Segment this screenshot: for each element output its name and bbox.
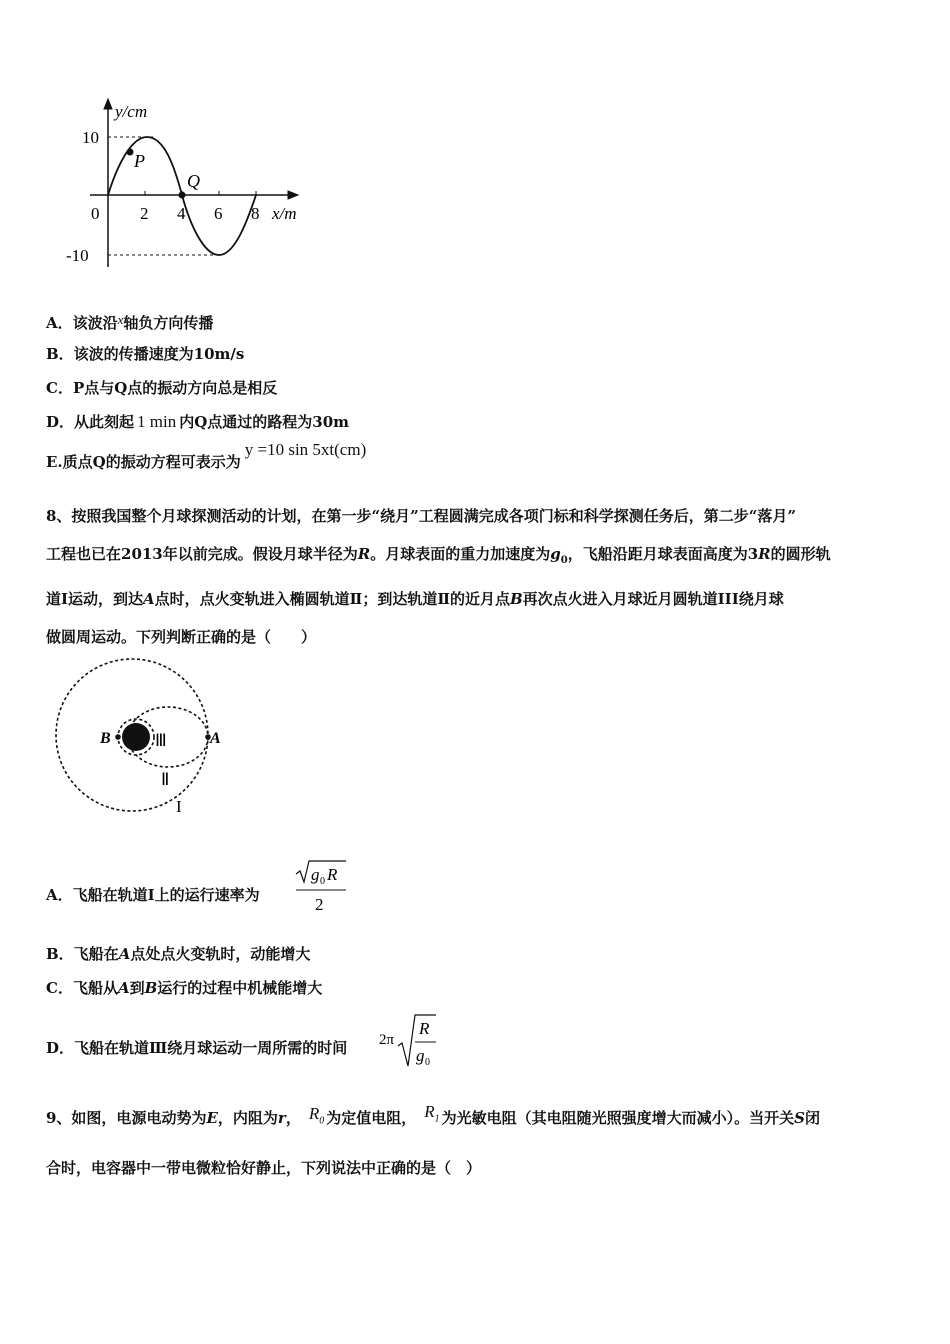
point-q-label: Q: [187, 171, 200, 191]
point-b-marker: [115, 734, 121, 740]
q7-option-d: D．从此刻起 1 min 内Q点通过的路程为30m: [46, 412, 350, 431]
svg-text:g: g: [311, 865, 320, 884]
orbit-label-b: B: [100, 730, 111, 747]
wave-graph: [60, 95, 330, 275]
x-tick-4: 4: [177, 204, 186, 223]
svg-text:g: g: [416, 1046, 425, 1065]
orbit-label-ii: Ⅱ: [161, 770, 170, 789]
q8-option-c: C．飞船从A到B运行的过程中机械能增大: [46, 979, 323, 997]
q7-option-b: B．该波的传播速度为10m/s: [46, 345, 245, 363]
x-tick-0: 0: [91, 204, 100, 223]
svg-text:0: 0: [320, 876, 325, 887]
x-axis-arrow: [288, 191, 298, 199]
svg-text:2π: 2π: [379, 1032, 395, 1048]
svg-text:R: R: [327, 865, 338, 884]
y-tick-10: 10: [82, 128, 99, 147]
y-tick-neg10: -10: [66, 246, 89, 265]
q8-option-a: A．飞船在轨道Ⅰ上的运行速率为: [46, 886, 260, 904]
x-tick-8: 8: [251, 204, 260, 223]
q7-option-e: E.质点Q的振动方程可表示为y =10 sin 5xt(cm): [46, 440, 367, 471]
x-tick-2: 2: [140, 204, 149, 223]
svg-text:0: 0: [425, 1057, 430, 1068]
q9-stem-line-1: 9、如图，电源电动势为E，内阻为r， $R_0$ 为定值电阻， $R_1$ 为光敏电阻（其电阻随光照强度增大而减小）。当开关S闭: [46, 1102, 820, 1127]
point-p-marker: [127, 149, 134, 156]
orbit-label-a: A: [210, 730, 221, 747]
q9-stem-line-2: 合时，电容器中一带电微粒恰好静止，下列说法中正确的是（ ）: [46, 1159, 482, 1177]
y-axis-label: y/cm: [115, 102, 148, 121]
y-axis-arrow: [104, 99, 112, 109]
x-tick-6: 6: [214, 204, 223, 223]
orbit-label-i: I: [176, 797, 182, 816]
q8-option-b: B．飞船在A点处点火变轨时，动能增大: [46, 945, 311, 963]
q8-option-d-formula: [378, 1012, 448, 1070]
svg-text:R: R: [419, 1019, 430, 1038]
q7-option-c: C．P点与Q点的振动方向总是相反: [46, 379, 278, 397]
q8-option-a-formula: [292, 858, 352, 914]
point-p-label: P: [134, 151, 145, 171]
orbit-label-iii: Ⅲ: [155, 731, 167, 750]
x-axis-label: x/m: [272, 204, 297, 223]
q8-option-d: D．飞船在轨道Ⅲ绕月球运动一周所需的时间: [46, 1039, 348, 1057]
q8-stem: 8、按照我国整个月球探测活动的计划，在第一步“绕月”工程圆满完成各项门标和科学探测任务后，第二步“落月” 工程也已在2013年以前完成。假设月球半径为R。月球表面的重力加速度为$g_0$，飞船沿距月球表面高度为3R的圆形轨 道I运动，到达A点时，点火变轨进入椭圆轨道Ⅱ；到达轨道Ⅱ的近月点B再次点火进入月球近月圆轨道III绕月球 做圆周运动。下列判断正确的是（ ）: [46, 507, 831, 646]
moon: [122, 723, 150, 751]
orbit-diagram: [50, 655, 230, 820]
svg-text:2: 2: [315, 895, 324, 914]
q7-option-a: A．该波沿x轴负方向传播: [46, 312, 214, 332]
point-q-marker: [179, 192, 186, 199]
